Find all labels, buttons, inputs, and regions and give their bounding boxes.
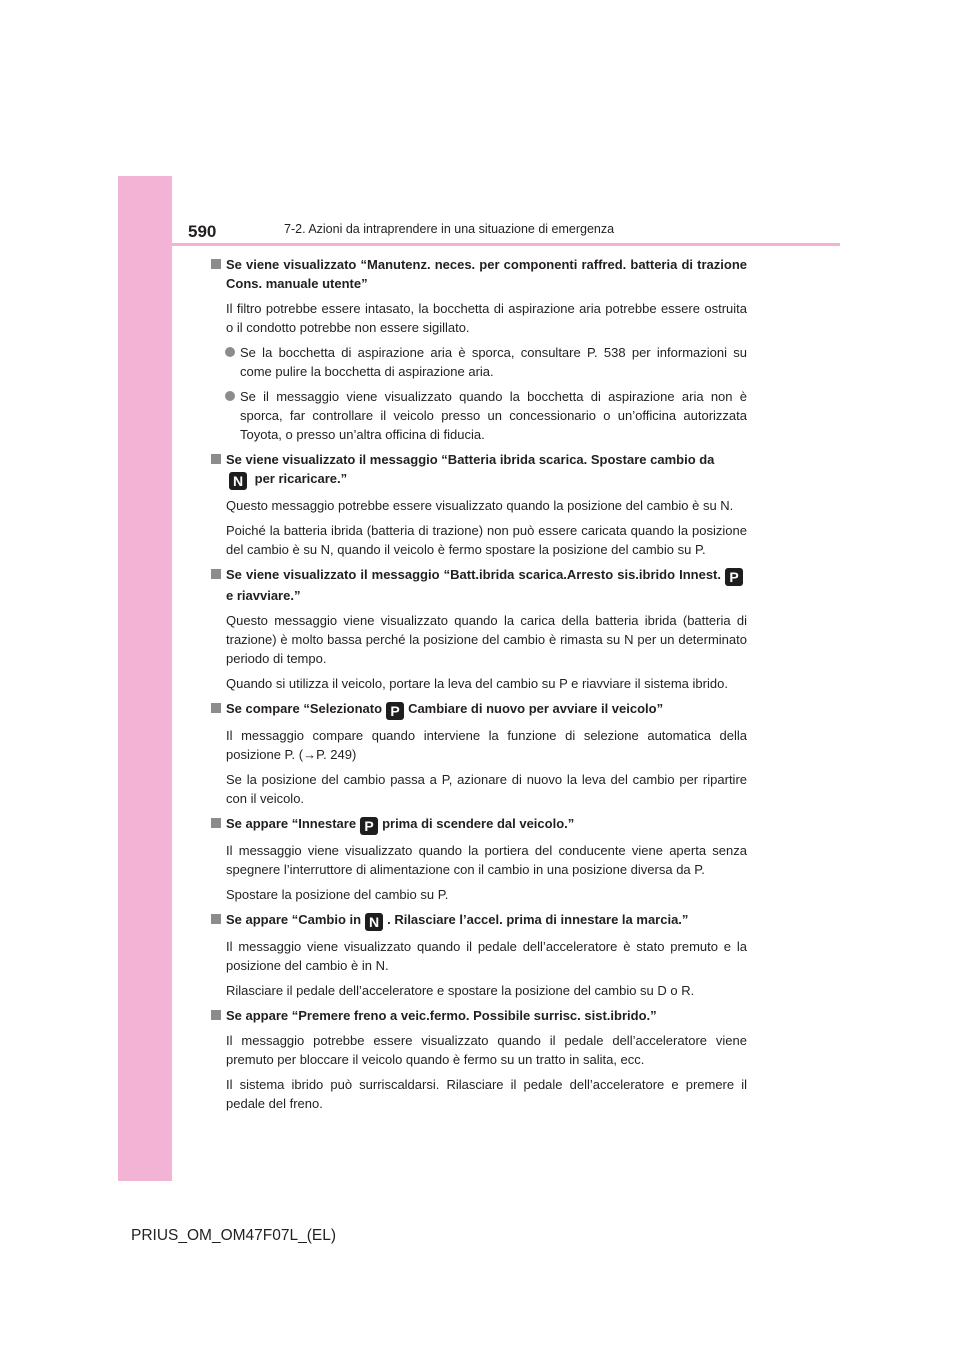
heading-text: per ricaricare.” xyxy=(254,471,348,486)
paragraph: Il messaggio potrebbe essere visualizzato quando il pedale dell’acceleratore viene premuto per bloccare il veicolo quando è fermo su un tratto in salita, ecc. xyxy=(226,1033,747,1067)
section-heading xyxy=(211,814,747,835)
page-header xyxy=(172,210,840,246)
page-footer: PRIUS_OM_OM47F07L_(EL) xyxy=(131,1227,337,1244)
paragraph: Il filtro potrebbe essere intasato, la bocchetta di aspirazione aria potrebbe essere ostruita o il condotto potrebbe non essere sigillato. xyxy=(226,301,747,335)
heading-text: Se viene visualizzato “Manutenz. neces. per componenti raffred. batteria di trazione Cons. manuale utente” xyxy=(226,257,747,291)
section-battery-low-stop xyxy=(211,565,747,693)
header-rule xyxy=(172,243,840,246)
round-bullet-icon xyxy=(225,391,235,401)
paragraph: Questo messaggio viene visualizzato quando la carica della batteria ibrida (batteria di trazione) è molto bassa perché la posizione del cambio è rimasta su N per un determinato periodo di tempo. xyxy=(226,613,747,666)
gear-n-icon: N xyxy=(229,472,247,490)
square-bullet-icon xyxy=(211,818,221,828)
section-heading xyxy=(211,450,747,490)
paragraph: Questo messaggio potrebbe essere visualizzato quando la posizione del cambio è su N. xyxy=(226,498,734,513)
paragraph: Il messaggio viene visualizzato quando la portiera del conducente viene aperta senza spegnere l’interruttore di alimentazione con il cambio in una posizione diversa da P. xyxy=(226,843,747,877)
section-cooling-maintenance xyxy=(211,255,747,444)
heading-text: Se compare “Selezionato xyxy=(226,701,383,716)
heading-line xyxy=(225,469,747,490)
section-heading xyxy=(211,910,747,931)
list-item xyxy=(211,387,747,444)
paragraph: Il messaggio compare quando interviene la funzione di selezione automatica della posizione P. (→P. 249) xyxy=(226,728,747,762)
heading-text: Se appare “Innestare xyxy=(226,816,357,831)
section-press-brake xyxy=(211,1006,747,1113)
heading-text: e riavviare.” xyxy=(226,588,301,603)
paragraph: Il sistema ibrido può surriscaldarsi. Rilasciare il pedale dell’acceleratore e premere il pedale del freno. xyxy=(226,1077,747,1111)
section-title: 7-2. Azioni da intraprendere in una situazione di emergenza xyxy=(284,222,615,236)
square-bullet-icon xyxy=(211,914,221,924)
square-bullet-icon xyxy=(211,454,221,464)
paragraph: Quando si utilizza il veicolo, portare la leva del cambio su P e riavviare il sistema ibrido. xyxy=(226,676,728,691)
gear-p-icon: P xyxy=(725,568,743,586)
section-heading xyxy=(211,565,747,605)
heading-text: prima di scendere dal veicolo.” xyxy=(382,816,575,831)
section-heading xyxy=(211,1006,747,1025)
square-bullet-icon xyxy=(211,1010,221,1020)
gear-p-icon: P xyxy=(360,817,378,835)
section-p-selected xyxy=(211,699,747,808)
heading-text: Se viene visualizzato il messaggio “Batteria ibrida scarica. Spostare cambio da xyxy=(226,452,715,467)
heading-text: . Rilasciare l’accel. prima di innestare la marcia.” xyxy=(387,912,689,927)
paragraph: Rilasciare il pedale dell’acceleratore e spostare la posizione del cambio su D o R. xyxy=(226,983,695,998)
paragraph: Spostare la posizione del cambio su P. xyxy=(226,887,449,902)
square-bullet-icon xyxy=(211,259,221,269)
heading-text: Cambiare di nuovo per avviare il veicolo” xyxy=(408,701,664,716)
gear-n-icon: N xyxy=(365,913,383,931)
gear-p-icon: P xyxy=(386,702,404,720)
paragraph: Poiché la batteria ibrida (batteria di trazione) non può essere caricata quando la posizione del cambio è su N, quando il veicolo è fermo spostare la posizione del cambio su P. xyxy=(226,523,747,557)
section-battery-low-shift xyxy=(211,450,747,559)
heading-text: Se appare “Premere freno a veic.fermo. Possibile surrisc. sist.ibrido.” xyxy=(226,1008,657,1023)
page-number: 590 xyxy=(188,222,217,241)
round-bullet-icon xyxy=(225,347,235,357)
list-item xyxy=(211,343,747,381)
section-engage-p xyxy=(211,814,747,904)
chapter-side-band xyxy=(118,176,172,1181)
list-item-text: Se il messaggio viene visualizzato quando la bocchetta di aspirazione aria non è sporca, far controllare il veicolo presso un concessionario o un’officina autorizzata Toyota, o presso un’altra officina di fiducia. xyxy=(240,389,747,442)
square-bullet-icon xyxy=(211,569,221,579)
section-heading xyxy=(211,255,747,293)
paragraph: Il messaggio viene visualizzato quando il pedale dell’acceleratore è stato premuto e la posizione del cambio è in N. xyxy=(226,939,747,973)
list-item-text: Se la bocchetta di aspirazione aria è sporca, consultare P. 538 per informazioni su come pulire la bocchetta di aspirazione aria. xyxy=(240,345,747,379)
heading-text: Se viene visualizzato il messaggio “Batt.ibrida scarica.Arresto sis.ibrido Innest. xyxy=(226,567,721,582)
page-content xyxy=(211,255,747,1119)
section-release-accel xyxy=(211,910,747,1000)
section-heading xyxy=(211,699,747,720)
paragraph: Se la posizione del cambio passa a P, azionare di nuovo la leva del cambio per ripartire con il veicolo. xyxy=(226,772,747,806)
heading-text: Se appare “Cambio in xyxy=(226,912,362,927)
square-bullet-icon xyxy=(211,703,221,713)
